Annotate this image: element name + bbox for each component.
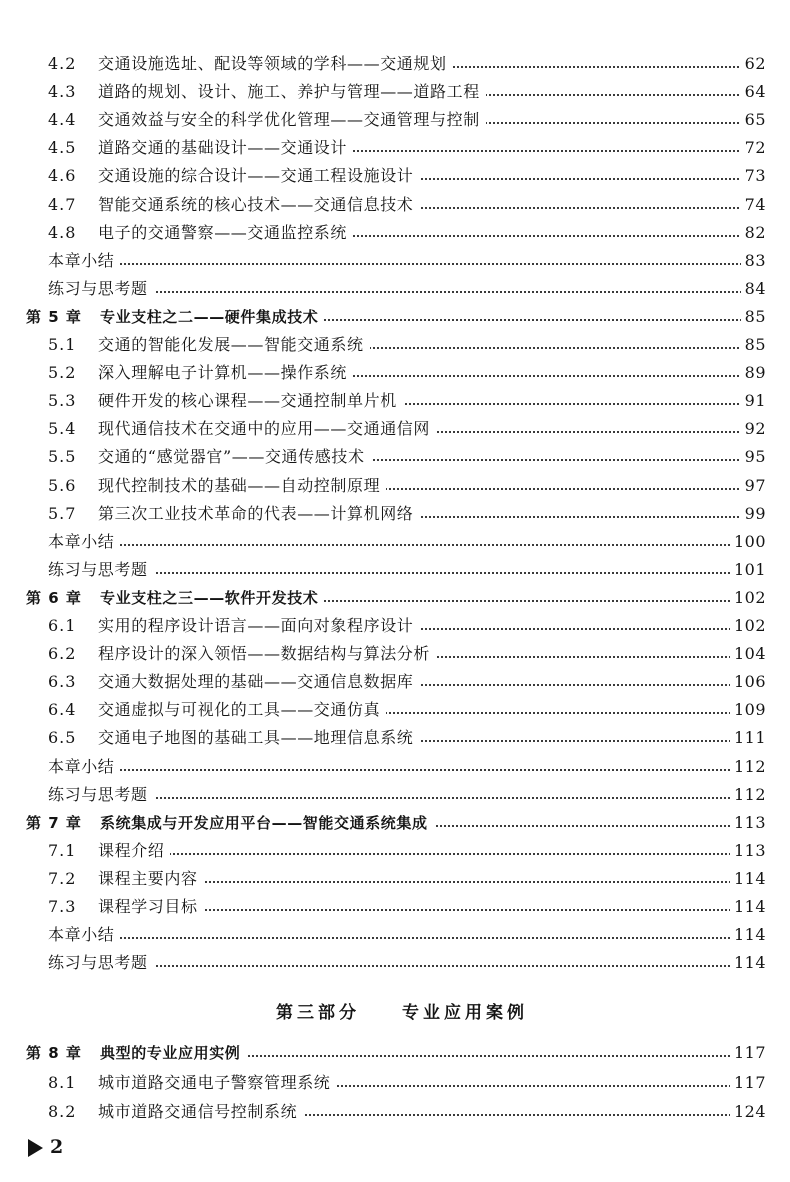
- toc-misc-row: [0, 557, 790, 583]
- toc-entry-number: 第 8 章: [26, 1044, 82, 1062]
- toc-entry-page: 112: [730, 754, 766, 780]
- toc-section-row: [0, 360, 790, 386]
- toc-entry-number: 4.6: [48, 166, 77, 186]
- toc-entry-number: 7.1: [48, 840, 77, 860]
- toc-entry-page: 113: [730, 838, 766, 864]
- toc-entry-title: 道路交通的基础设计——交通设计: [98, 135, 353, 161]
- toc-entry-title: 系统集成与开发应用平台——智能交通系统集成: [100, 810, 434, 836]
- toc-entry-title: 智能交通系统的核心技术——交通信息技术: [98, 192, 419, 218]
- toc-entry-title: 课程介绍: [98, 838, 170, 864]
- toc-entry-page: 124: [730, 1099, 766, 1125]
- toc-dot-leader: [98, 853, 750, 855]
- toc-entry-number: 5.1: [48, 335, 77, 354]
- toc-entry-title: 电子的交通警察——交通监控系统: [98, 220, 353, 246]
- toc-entry-page: 72: [741, 135, 766, 161]
- toc-entry-title: 现代控制技术的基础——自动控制原理: [98, 473, 386, 499]
- toc-chapter-row: [0, 585, 790, 611]
- toc-entry-page: 104: [730, 641, 766, 667]
- toc-section-row: [0, 163, 790, 189]
- toc-entry-number: 7.3: [48, 897, 77, 916]
- toc-misc-row: [0, 922, 790, 948]
- toc-entry-number: 6.3: [48, 672, 77, 692]
- toc-entry-title: 第三次工业技术革命的代表——计算机网络: [98, 501, 419, 527]
- toc-misc-row: [0, 276, 790, 302]
- page-footer: [28, 1132, 108, 1162]
- toc-entry-title: 本章小结: [48, 754, 120, 780]
- toc-entry-page: 62: [741, 51, 766, 77]
- toc-misc-row: [0, 754, 790, 780]
- toc-misc-row: [0, 950, 790, 976]
- toc-entry-page: 117: [730, 1070, 766, 1096]
- toc-entry-number: 第 6 章: [26, 588, 82, 607]
- toc-misc-row: [0, 529, 790, 555]
- toc-entry-title: 练习与思考题: [48, 557, 154, 583]
- toc-entry-number: 6.2: [48, 644, 77, 664]
- toc-entry-number: 6.1: [48, 616, 77, 635]
- toc-entry-page: 114: [730, 922, 766, 948]
- toc-entry-page: 113: [730, 810, 766, 836]
- toc-section-row: [0, 838, 790, 864]
- toc-entry-number: 6.4: [48, 700, 77, 720]
- toc-entry-title: 程序设计的深入领悟——数据结构与算法分析: [98, 641, 436, 667]
- toc-entry-title: 本章小结: [48, 922, 120, 948]
- toc-entry-page: 111: [730, 725, 766, 751]
- toc-entry-page: 92: [741, 416, 766, 442]
- toc-entry-title: 深入理解电子计算机——操作系统: [98, 360, 353, 386]
- toc-section-row: [0, 866, 790, 892]
- toc-chapter-row: [0, 304, 790, 330]
- toc-entry-number: 7.2: [48, 868, 77, 888]
- toc-entry-page: 65: [741, 107, 766, 133]
- toc-entry-number: 5.6: [48, 475, 77, 495]
- toc-chapter-row: [0, 810, 790, 836]
- toc-section-row: [0, 416, 790, 442]
- toc-entry-page: 74: [741, 192, 766, 218]
- toc-entry-title: 交通虚拟与可视化的工具——交通仿真: [98, 697, 386, 723]
- toc-entry-page: 102: [730, 585, 766, 611]
- toc-section-row: [0, 51, 790, 77]
- toc-section-row: [0, 501, 790, 527]
- toc-entry-number: 4.4: [48, 110, 77, 130]
- toc-chapter-row: [0, 1040, 790, 1066]
- toc-entry-title: 典型的专业应用实例: [100, 1040, 246, 1066]
- toc-entry-page: 100: [730, 529, 766, 555]
- toc-section-row: [0, 135, 790, 161]
- toc-misc-row: [0, 782, 790, 808]
- toc-entry-number: 4.8: [48, 222, 77, 242]
- toc-entry-title: 课程学习目标: [98, 894, 204, 920]
- toc-entry-title: 本章小结: [48, 248, 120, 274]
- toc-entry-page: 64: [741, 79, 766, 105]
- toc-entry-page: 95: [741, 444, 766, 470]
- toc-entry-page: 102: [730, 613, 766, 639]
- toc-entry-page: 84: [741, 276, 766, 302]
- toc-entry-title: 练习与思考题: [48, 950, 154, 976]
- toc-entry-title: 现代通信技术在交通中的应用——交通通信网: [98, 416, 436, 442]
- toc-entry-title: 练习与思考题: [48, 276, 154, 302]
- toc-entry-number: 5.4: [48, 419, 77, 439]
- toc-dot-leader: [48, 769, 750, 771]
- toc-entry-number: 6.5: [48, 728, 77, 748]
- toc-entry-number: 4.2: [48, 54, 77, 73]
- toc-dot-leader: [48, 544, 750, 546]
- toc-entry-number: 5.3: [48, 391, 77, 411]
- toc-section-row: [0, 107, 790, 133]
- toc-entry-title: 交通的智能化发展——智能交通系统: [98, 332, 370, 358]
- toc-entry-page: 73: [741, 163, 766, 189]
- toc-section-row: [0, 725, 790, 751]
- toc-entry-page: 114: [730, 866, 766, 892]
- toc-entry-title: 本章小结: [48, 529, 120, 555]
- toc-entry-page: 97: [741, 473, 766, 499]
- toc-entry-page: 91: [741, 388, 766, 414]
- toc-entry-title: 专业支柱之二——硬件集成技术: [100, 304, 324, 330]
- toc-section-row: [0, 894, 790, 920]
- toc-section-row: [0, 613, 790, 639]
- toc-entry-page: 101: [730, 557, 766, 583]
- toc-entry-page: 85: [741, 332, 766, 358]
- toc-entry-number: 第 5 章: [26, 307, 82, 326]
- toc-entry-title: 交通电子地图的基础工具——地理信息系统: [98, 725, 419, 751]
- toc-dot-leader: [48, 937, 750, 939]
- toc-dot-leader: [48, 263, 750, 265]
- toc-entry-title: 课程主要内容: [98, 866, 204, 892]
- toc-section-row: [0, 641, 790, 667]
- toc-section-row: [0, 444, 790, 470]
- toc-entry-title: 硬件开发的核心课程——交通控制单片机: [98, 388, 403, 414]
- toc-entry-title: 城市道路交通电子警察管理系统: [98, 1070, 336, 1096]
- toc-entry-page: 117: [730, 1040, 766, 1066]
- toc-section-row: [0, 697, 790, 723]
- toc-section-row: [0, 1070, 790, 1096]
- toc-entry-page: 106: [730, 669, 766, 695]
- toc-entry-title: 交通大数据处理的基础——交通信息数据库: [98, 669, 419, 695]
- toc-entry-title: 交通设施的综合设计——交通工程设施设计: [98, 163, 419, 189]
- page-number: 2: [50, 1136, 64, 1158]
- toc-entry-number: 5.2: [48, 363, 77, 383]
- toc-entry-page: 85: [741, 304, 766, 330]
- toc-entry-number: 5.7: [48, 503, 77, 523]
- toc-section-row: [0, 388, 790, 414]
- toc-section-row: [0, 79, 790, 105]
- part-heading: 第三部分 专业应用案例: [276, 1003, 528, 1023]
- toc-entry-page: 114: [730, 894, 766, 920]
- toc-entry-number: 5.5: [48, 447, 77, 467]
- toc-entry-page: 114: [730, 950, 766, 976]
- toc-section-row: [0, 332, 790, 358]
- toc-entry-title: 道路的规划、设计、施工、养护与管理——道路工程: [98, 79, 486, 105]
- toc-entry-number: 4.3: [48, 82, 77, 102]
- toc-entry-title: 交通的“感觉器官”——交通传感技术: [98, 444, 371, 470]
- toc-entry-title: 实用的程序设计语言——面向对象程序设计: [98, 613, 419, 639]
- toc-entry-title: 城市道路交通信号控制系统: [98, 1099, 303, 1125]
- toc-section-row: [0, 220, 790, 246]
- toc-entry-page: 89: [741, 360, 766, 386]
- toc-entry-number: 4.7: [48, 194, 77, 214]
- toc-entry-number: 8.2: [48, 1102, 77, 1121]
- toc-entry-title: 专业支柱之三——软件开发技术: [100, 585, 324, 611]
- toc-entry-page: 82: [741, 220, 766, 246]
- toc-section-row: [0, 192, 790, 218]
- triangle-right-icon: [28, 1139, 43, 1157]
- toc-section-row: [0, 473, 790, 499]
- toc-entry-page: 83: [741, 248, 766, 274]
- toc-section-row: [0, 669, 790, 695]
- toc-entry-page: 112: [730, 782, 766, 808]
- toc-entry-number: 第 7 章: [26, 813, 82, 832]
- toc-entry-title: 练习与思考题: [48, 782, 154, 808]
- toc-section-row: [0, 1099, 790, 1125]
- toc-entry-title: 交通效益与安全的科学优化管理——交通管理与控制: [98, 107, 486, 133]
- toc-entry-number: 4.5: [48, 138, 77, 158]
- toc-misc-row: [0, 248, 790, 274]
- toc-entry-page: 109: [730, 697, 766, 723]
- toc-entry-page: 99: [741, 501, 766, 527]
- toc-entry-number: 8.1: [48, 1072, 77, 1092]
- toc-entry-title: 交通设施选址、配设等领域的学科——交通规划: [98, 51, 453, 77]
